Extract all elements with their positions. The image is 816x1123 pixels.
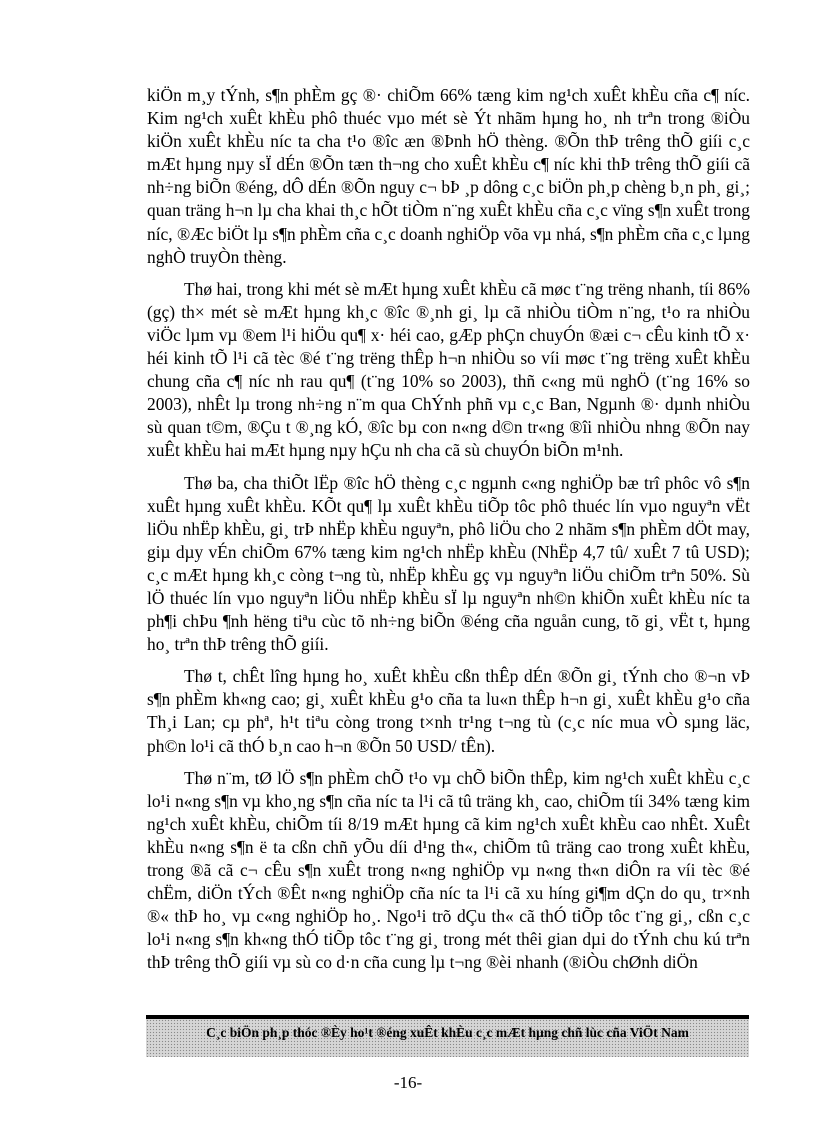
paragraph-1: kiÖn m¸y tÝnh, s¶n phÈm gç ®· chiÕm 66% tæng kim ng¹ch xuÊt khÈu cña c¶ níc. Kim ng¹ch xuÊt khÈu phô thuéc vµo mét sè Ýt nhãm hµng ho¸ nh trªn trong ®iÒu kiÖn xuÊt khÈu níc ta cha t¹o ®îc æn ®Þnh hÖ thèng. ®Õn thÞ trêng thÕ giíi c¸c mÆt hµng nµy sÏ dÉn ®Õn tæn th¬ng cho xuÊt khÈu c¶ níc khi thÞ trêng thÕ giíi cã nh÷ng biÕn ®éng, dÔ dÉn ®Õn nguy c¬ bÞ ¸p dông c¸c biÖn ph¸p chèng b¸n ph¸ gi¸; quan träng h¬n lµ cha khai th¸c hÕt tiÒm n¨ng xuÊt khÈu cña c¸c vïng s¶n xuÊt trong níc, ®Æc biÖt lµ s¶n phÈm cña c¸c doanh nghiÖp võa vµ nhá, s¶n phÈm cña c¸c lµng nghÒ truyÒn thèng. bbox=[147, 85, 750, 267]
paragraph-2: Thø hai, trong khi mét sè mÆt hµng xuÊt khÈu cã møc t¨ng trëng nhanh, tíi 86% (gç) th× mét sè mÆt hµng kh¸c ®îc ®¸nh gi¸ lµ cã nhiÒu tiÒm n¨ng, t¹o ra nhiÒu viÖc lµm vµ ®em l¹i hiÖu qu¶ x· héi cao, gÆp phÇn chuyÓn ®æi c¬ cÊu kinh tÕ x· héi kinh tÕ l¹i cã tèc ®é t¨ng trëng thÊp h¬n nhiÒu so víi møc t¨ng trëng xuÊt khÈu chung cña c¶ níc nh rau qu¶ (t¨ng 10% so 2003), thñ c«ng mü nghÖ (t¨ng 16% so 2003), nhÊt lµ trong nh÷ng n¨m qua ChÝnh phñ vµ c¸c Ban, Ngµnh ®· dµnh nhiÒu sù quan t©m, ®Çu t ®¸ng kÓ, ®îc bµ con n«ng d©n tr«ng ®îi nhiÒu nhng ®Õn nay xuÊt khÈu hai mÆt hµng nµy hÇu nh cha cã sù chuyÓn biÕn m¹nh. bbox=[147, 278, 750, 461]
paragraph-3: Thø ba, cha thiÕt lËp ®îc hÖ thèng c¸c ngµnh c«ng nghiÖp bæ trî phôc vô s¶n xuÊt hµng xuÊt khÈu. KÕt qu¶ lµ xuÊt khÈu tiÕp tôc phô thuéc lín vµo nguyªn vËt liÖu nhËp khÈu, gi¸ trÞ nhËp khÈu nguyªn, phô liÖu cho 2 nhãm s¶n phÈm dÖt may, giµ dµy vÉn chiÕm 67% tæng kim ng¹ch nhËp khÈu (NhËp 4,7 tû/ xuÊt 7 tû USD); c¸c mÆt hµng kh¸c còng t¬ng tù, nhËp khÈu gç vµ nguyªn liÖu chiÕm trªn 50%. Sù lÖ thuéc lín vµo nguyªn liÖu nhËp khÈu sÏ lµ nguyªn nh©n khiÕn xuÊt khÈu níc ta ph¶i chÞu ¶nh hëng tiªu cùc tõ nh÷ng biÕn ®éng cña nguån cung, tõ gi¸ vËt t, hµng ho¸ trªn thÞ trêng thÕ giíi. bbox=[147, 472, 750, 655]
page-number: -16- bbox=[393, 1073, 423, 1092]
running-title: C¸c biÖn ph¸p thóc ®Èy ho¹t ®éng xuÊt khÈu c¸c mÆt hµng chñ lùc cña ViÖt Nam bbox=[206, 1025, 689, 1040]
running-footer bbox=[146, 1015, 749, 1057]
paragraph-4: Thø t, chÊt lîng hµng ho¸ xuÊt khÈu cßn thÊp dÉn ®Õn gi¸ tÝnh cho ®¬n vÞ s¶n phÈm kh«ng cao; gi¸ xuÊt khÈu g¹o cña ta lu«n thÊp h¬n gi¸ xuÊt khÈu g¹o cña Th¸i Lan; cµ phª, h¹t tiªu còng trong t×nh tr¹ng t¬ng tù (c¸c níc mua vÒ sµng läc, ph©n lo¹i cã thÓ b¸n cao h¬n ®Õn 50 USD/ tÊn). bbox=[147, 666, 750, 756]
document-body bbox=[147, 84, 750, 974]
paragraph-5: Thø n¨m, tØ lÖ s¶n phÈm chÕ t¹o vµ chÕ biÕn thÊp, kim ng¹ch xuÊt khÈu c¸c lo¹i n«ng s¶n vµ kho¸ng s¶n cña níc ta l¹i cã tû träng kh¸ cao, chiÕm tíi 34% tæng kim ng¹ch xuÊt khÈu, chiÕm tíi 8/19 mÆt hµng cã kim ng¹ch xuÊt khÈu cao nhÊt. XuÊt khÈu n«ng s¶n ë ta cßn chñ yÕu díi d¹ng th«, chiÕm tû träng cao trong xuÊt khÈu, trong ®ã cã c¬ cÊu s¶n xuÊt trong n«ng nghiÖp vµ n«ng th«n diÔn ra víi tèc ®é chËm, diÖn tÝch ®Êt n«ng nghiÖp cña níc ta l¹i cã xu híng gi¶m dÇn do qu¸ tr×nh ®« thÞ ho¸ vµ c«ng nghiÖp ho¸. Ngo¹i trõ dÇu th« cã thÓ tiÕp tôc t¨ng gi¸, cßn c¸c lo¹i n«ng s¶n kh«ng thÓ tiÕp tôc t¨ng gi¸ trong mét thêi gian dµi do tÝnh chu kú trªn thÞ trêng thÕ giíi vµ sù co d·n cña cung lµ t¬ng ®èi nhanh (®iÒu chØnh diÖn bbox=[147, 767, 750, 973]
